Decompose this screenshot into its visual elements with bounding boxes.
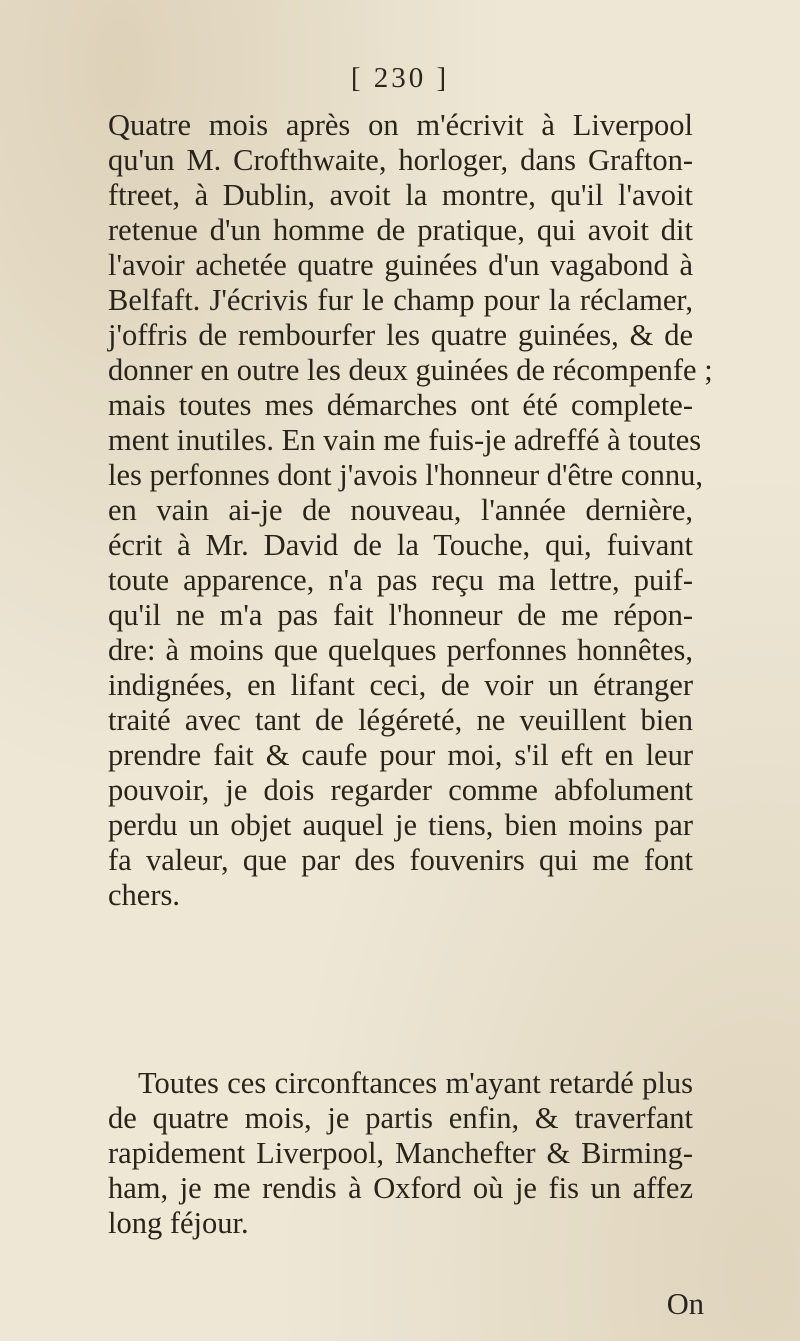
page-number: [ 230 ] [350,62,450,94]
text-line: pouvoir, je dois regarder comme abfolument [108,773,693,807]
paragraph-1 [108,108,713,913]
text-line: en vain ai-je de nouveau, l'année dernière, [108,493,693,527]
text-line: chers. [108,878,180,912]
text-line: traité avec tant de légéreté, ne veuillent bien [108,703,693,737]
text-line: rapidement Liverpool, Manchefter & Birming- [108,1136,693,1170]
text-line: les perfonnes dont j'avois l'honneur d'être connu, [108,458,703,492]
catchword: On [666,1287,704,1321]
text-line: perdu un objet auquel je tiens, bien moins par [108,808,693,842]
text-line: qu'un M. Crofthwaite, horloger, dans Grafton- [108,143,693,177]
text-line: Toutes ces circonftances m'ayant retardé plus [138,1066,693,1100]
text-line: dre: à moins que quelques perfonnes honnêtes, [108,633,693,667]
text-line: ham, je me rendis à Oxford où je fis un affez [108,1171,693,1205]
text-line: retenue d'un homme de pratique, qui avoit dit [108,213,693,247]
text-line: Belfaft. J'écrivis fur le champ pour la réclamer, [108,283,693,317]
text-line: de quatre mois, je partis enfin, & traverfant [108,1101,693,1135]
text-line: prendre fait & caufe pour moi, s'il eft en leur [108,738,693,772]
text-line: écrit à Mr. David de la Touche, qui, fuivant [108,528,693,562]
text-line: fa valeur, que par des fouvenirs qui me font [108,843,693,877]
text-line: long féjour. [108,1206,249,1240]
text-line: ftreet, à Dublin, avoit la montre, qu'il l'avoit [108,178,693,212]
paragraph-2 [108,1066,693,1241]
text-line: mais toutes mes démarches ont été complete- [108,388,693,422]
text-line: toute apparence, n'a pas reçu ma lettre, puif- [108,563,693,597]
text-line: indignées, en lifant ceci, de voir un étranger [108,668,693,702]
text-line: j'offris de rembourfer les quatre guinées, & de [108,318,693,352]
text-line: Quatre mois après on m'écrivit à Liverpool [108,108,693,142]
text-line: l'avoir achetée quatre guinées d'un vagabond à [108,248,693,282]
text-line: donner en outre les deux guinées de récompenfe ; [108,353,713,387]
text-line: qu'il ne m'a pas fait l'honneur de me répon- [108,598,693,632]
text-line: ment inutiles. En vain me fuis-je adreffé à toutes [108,423,702,457]
